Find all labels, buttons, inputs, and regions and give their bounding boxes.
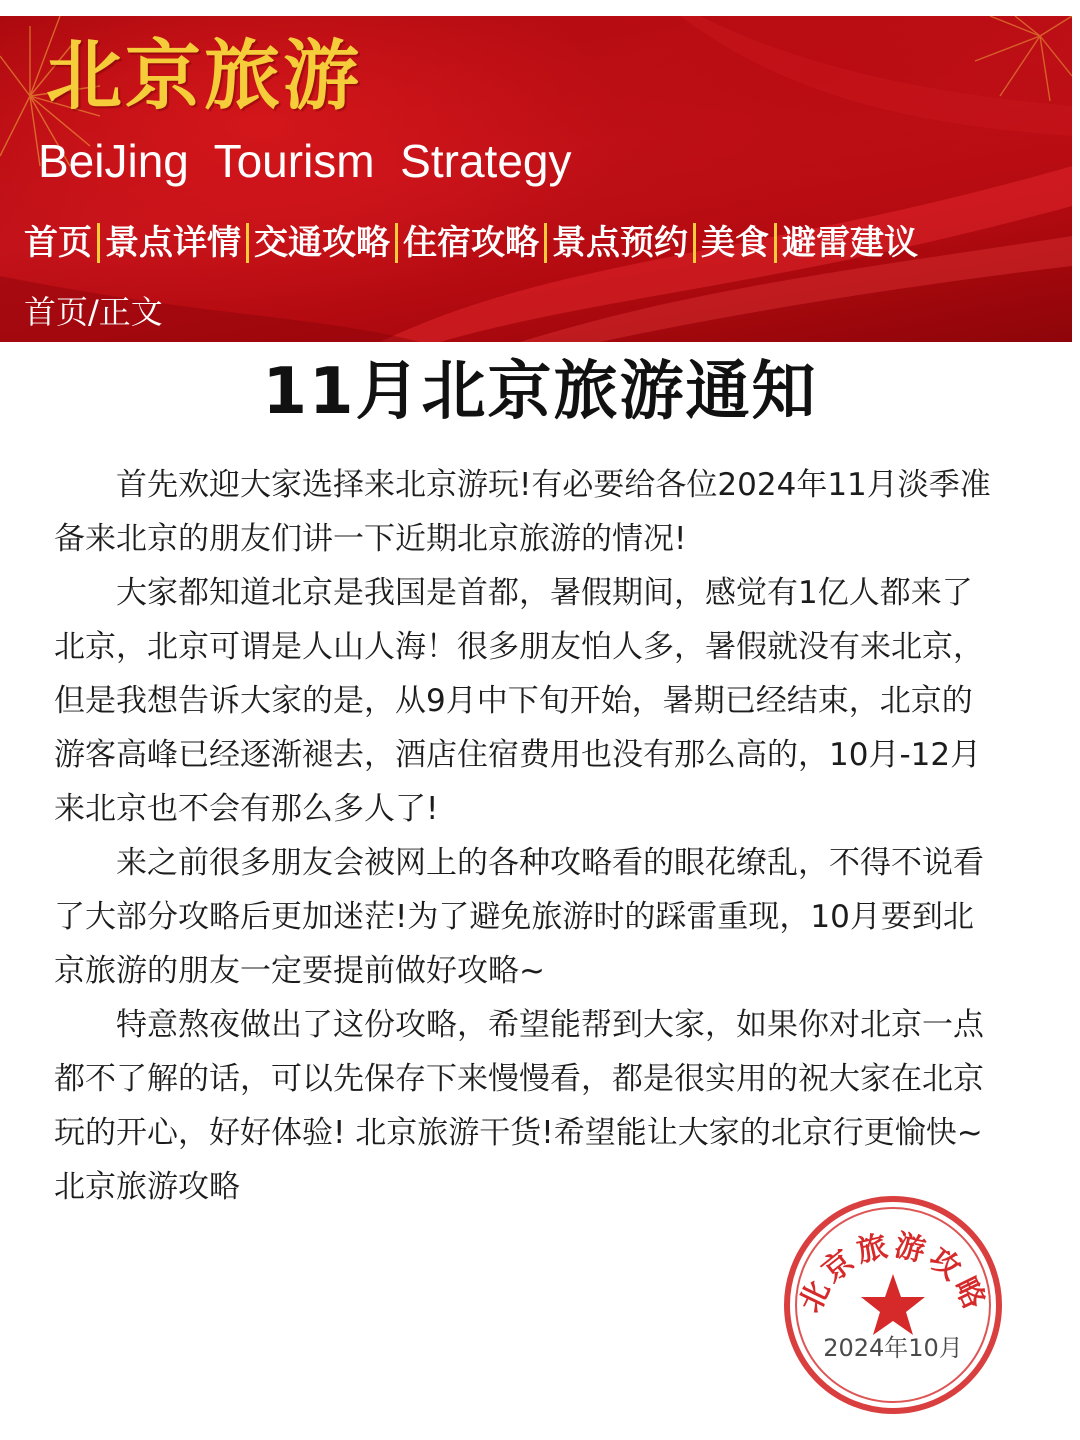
breadcrumb-separator: / — [88, 293, 99, 331]
nav-item-food[interactable]: 美食 — [701, 223, 769, 263]
main-nav — [24, 216, 918, 270]
nav-separator — [246, 223, 249, 263]
article-paragraph: 特意熬夜做出了这份攻略，希望能帮到大家，如果你对北京一点都不了解的话，可以先保存下来慢慢看，都是很实用的祝大家在北京玩的开心，好好体验! 北京旅游干货!希望能让大家的北京行更愉快~ 北京旅游攻略 — [54, 1007, 984, 1205]
breadcrumb-home-link[interactable]: 首页 — [24, 293, 89, 331]
article-paragraph: 首先欢迎大家选择来北京游玩!有必要给各位2024年11月淡季准备来北京的朋友们讲一下近期北京旅游的情况! — [54, 467, 991, 557]
official-stamp — [780, 1192, 1006, 1418]
article-paragraph: 大家都知道北京是我国是首都，暑假期间，感觉有1亿人都来了北京，北京可谓是人山人海！很多朋友怕人多，暑假就没有来北京，但是我想告诉大家的是，从9月中下旬开始，暑期已经结束，北京的游客高峰已经逐渐褪去，酒店住宿费用也没有那么高的，10月-12月来北京也不会有那么多人了! — [54, 575, 984, 827]
stamp-date: 2024年10月 — [823, 1334, 963, 1362]
nav-separator — [693, 223, 696, 263]
nav-separator — [774, 223, 777, 263]
header-banner — [0, 16, 1072, 342]
stamp-graphic — [780, 1192, 1006, 1418]
nav-item-lodging-guide[interactable]: 住宿攻略 — [403, 223, 539, 263]
breadcrumb-current: 正文 — [98, 293, 163, 331]
article-paragraph: 来之前很多朋友会被网上的各种攻略看的眼花缭乱，不得不说看了大部分攻略后更加迷茫!为了避免旅游时的踩雷重现，10月要到北京旅游的朋友一定要提前做好攻略~ — [54, 845, 984, 989]
star-icon — [861, 1274, 925, 1335]
nav-item-attraction-booking[interactable]: 景点预约 — [552, 223, 688, 263]
nav-separator — [97, 223, 100, 263]
site-title: 北京旅游 — [46, 31, 362, 120]
nav-item-pitfall-tips[interactable]: 避雷建议 — [782, 223, 918, 263]
nav-separator — [395, 223, 398, 263]
article-body — [54, 458, 1002, 1214]
site-subtitle: BeiJing Tourism Strategy — [38, 135, 572, 187]
article-title: 11月北京旅游通知 — [262, 355, 818, 429]
nav-separator — [544, 223, 547, 263]
breadcrumb — [24, 290, 163, 334]
nav-item-home[interactable]: 首页 — [24, 223, 92, 263]
stamp-arc-text: 北京旅游攻略 — [792, 1228, 994, 1319]
nav-item-transport-guide[interactable]: 交通攻略 — [254, 223, 390, 263]
nav-item-attraction-details[interactable]: 景点详情 — [105, 223, 241, 263]
